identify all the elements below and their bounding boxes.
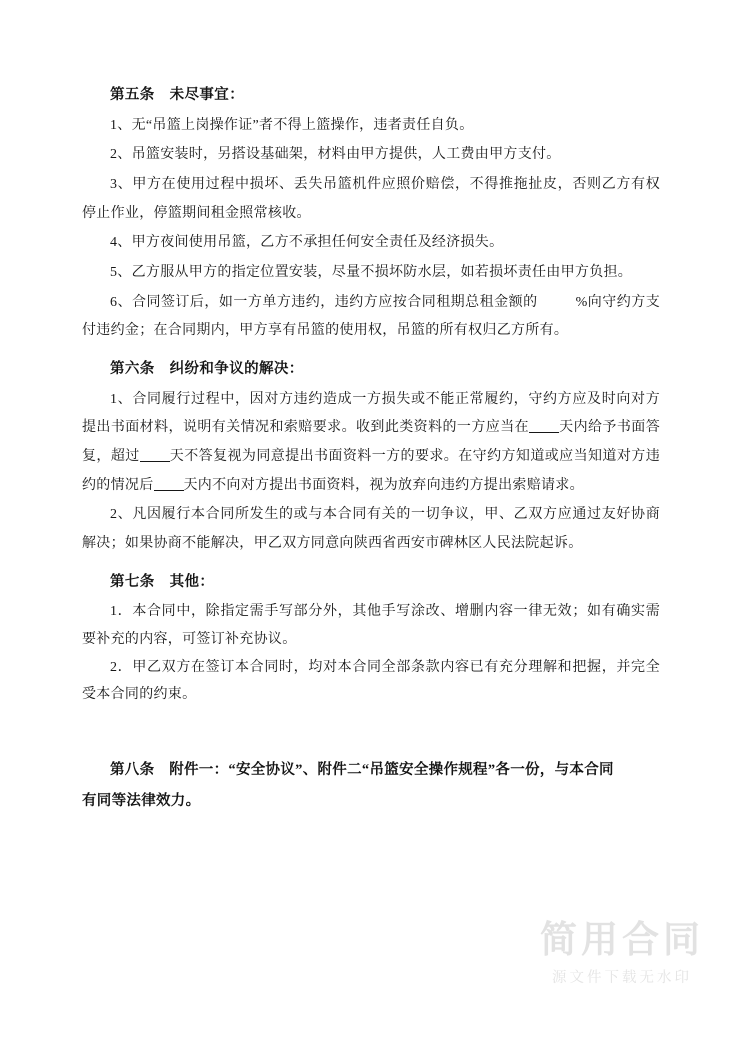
- section-heading-8-line2: 有同等法律效力。: [82, 792, 201, 809]
- clause-5-6-before: 6、合同签订后，如一方单方违约，违约方应按合同租期总租金额的: [110, 294, 538, 310]
- clause-6-1-part2: 天内给予书面答复，超过: [82, 420, 660, 464]
- section-heading-6: 第六条 纠纷和争议的解决：: [110, 361, 304, 378]
- section-heading-5: 第五条 未尽事宜：: [110, 87, 245, 103]
- clause-6-1-part3: 天不答复视为同意提出书面资料一方的要求。在守约方知道或应当知道对方违约的情况后: [82, 448, 660, 493]
- clause-5-3: 3、甲方在使用过程中损坏、丢失吊篮机件应照价赔偿，不得推拖扯皮，否则乙方有权停止作业，停篮期间租金照常核收。: [82, 176, 660, 221]
- clause-6-1: [82, 386, 660, 501]
- document-content: [82, 72, 660, 816]
- clause-7-1: 1．本合同中，除指定需手写部分外，其他手写涂改、增删内容一律无效；如有确实需要补充的内容，可签订补充协议。: [82, 604, 660, 647]
- clause-5-6-after: %向守约方支付违约金；在合同期内，甲方享有吊篮的使用权，吊篮的所有权归乙方所有。: [82, 294, 661, 339]
- watermark-title: 简用合同: [540, 919, 704, 961]
- section-heading-7: 第七条 其他：: [110, 573, 215, 590]
- clause-6-2: 2、凡因履行本合同所发生的或与本合同有关的一切争议，甲、乙双方应通过友好协商解决；如果协商不能解决，甲乙双方同意向陕西省西安市碑林区人民法院起诉。: [82, 507, 660, 552]
- clause-5-4: 4、甲方夜间使用吊篮，乙方不承担任何安全责任及经济损失。: [110, 235, 504, 251]
- watermark-subtitle: 源文件下载无水印: [552, 970, 692, 986]
- watermark: [540, 919, 704, 987]
- clause-5-1: 1、无“吊篮上岗操作证”者不得上篮操作，违者责任自负。: [110, 117, 474, 133]
- clause-6-1-part1: 1、合同履行过程中，因对方违约造成一方损失或不能正常履约，守约方应及时向对方提出书面材料，说明有关情况和索赔要求。收到此类资料的一方应当在: [82, 391, 660, 436]
- reply-days-blank-3: [154, 490, 184, 491]
- reply-days-blank-1: [529, 432, 559, 433]
- clause-5-5: 5、乙方服从甲方的指定位置安装，尽量不损坏防水层，如若损坏责任由甲方负担。: [110, 264, 633, 280]
- clause-7-2: 2．甲乙双方在签订本合同时，均对本合同全部条款内容已有充分理解和把握，并完全受本合同的约束。: [82, 659, 660, 703]
- clause-6-1-part4: 天内不向对方提出书面资料，视为放弃向违约方提出索赔请求。: [183, 477, 584, 493]
- section-heading-8-line1: 第八条 附件一：“安全协议”、附件二“吊篮安全操作规程”各一份，与本合同: [110, 762, 614, 779]
- clause-5-6: [82, 289, 660, 346]
- section-spacer: [82, 709, 660, 755]
- reply-days-blank-2: [140, 461, 170, 462]
- clause-5-2: 2、吊篮安装时，另搭设基础架，材料由甲方提供，人工费由甲方支付。: [110, 147, 561, 163]
